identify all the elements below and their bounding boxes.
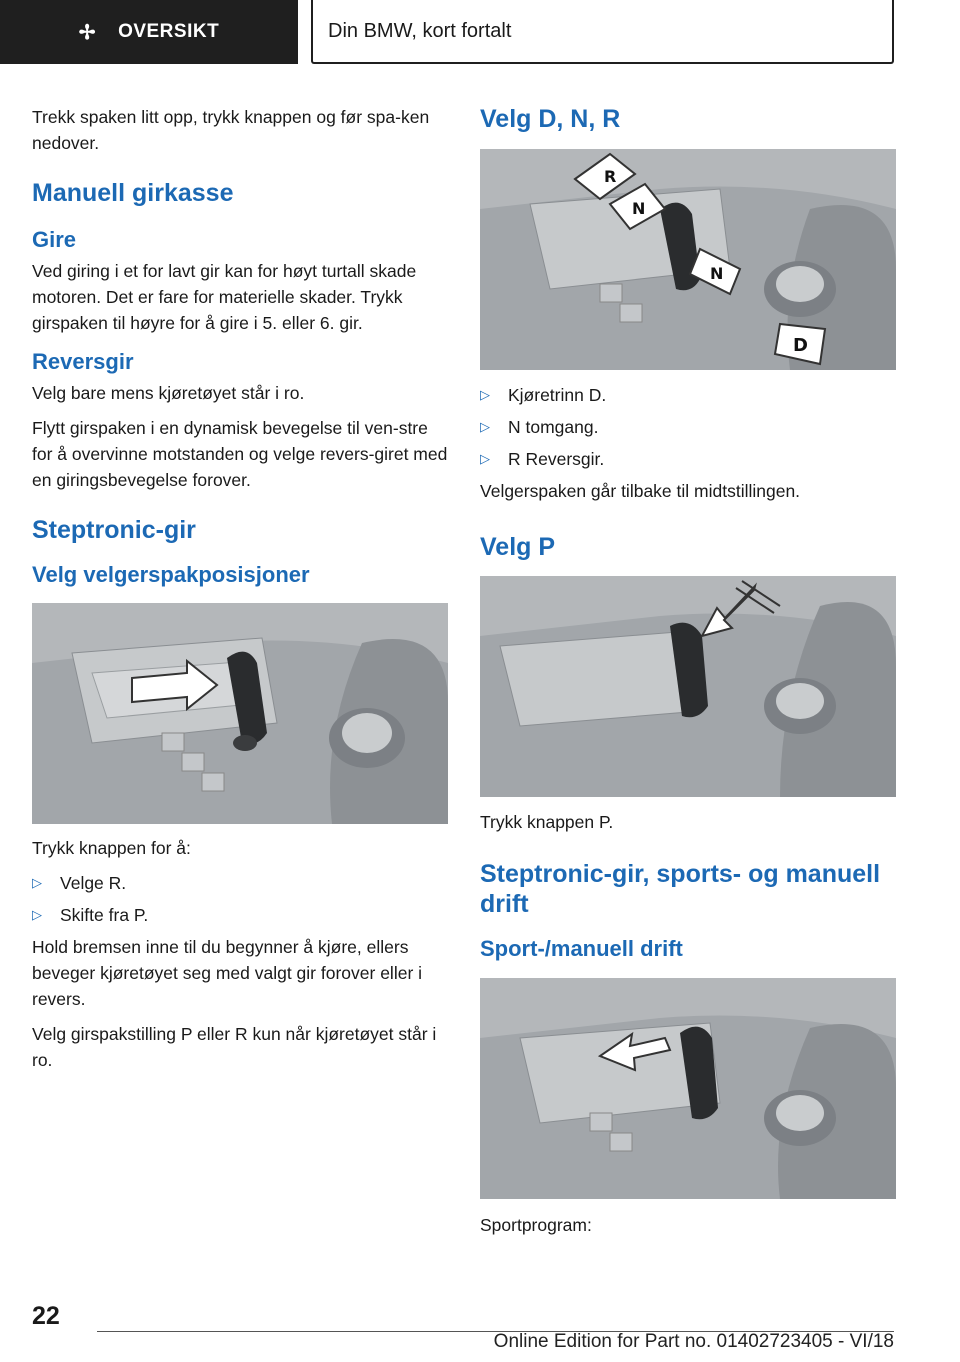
arrow-label: R (604, 167, 617, 186)
heading-velg-p: Velg P (480, 533, 556, 561)
press-p-text: Trykk knappen P. (480, 812, 614, 832)
triangle-bullet-icon: ▷ (480, 451, 490, 466)
revers-text-2: Flytt girspaken i en dynamisk bevegelse til ven-stre for å overvinne motstanden og velge revers-giret med en giringsbevegelse forover. (32, 418, 448, 490)
revers-text-1: Velg bare mens kjøretøyet står i ro. (32, 383, 305, 403)
gire-text: Ved giring i et for lavt gir kan for høyt turtall skade motoren. Det er fare for materielle skader. Trykk girspaken til høyre for å gire i 5. eller 6. gir. (32, 261, 417, 333)
chapter-title (311, 0, 894, 64)
heading-velg-posisjoner: Velg velgerspakposisjoner (32, 562, 310, 587)
list-item-text: Kjøretrinn D. (508, 385, 607, 405)
list-item-text: N tomgang. (508, 417, 599, 437)
list-item (480, 382, 896, 408)
after-image-text: Trykk knappen for å: (32, 838, 191, 858)
page-number: 22 (32, 1302, 60, 1330)
list-item-text: R Reversgir. (508, 449, 605, 469)
arrow-label: N (710, 264, 724, 283)
arrow-label: D (793, 335, 808, 356)
triangle-bullet-icon: ▷ (480, 419, 490, 434)
triangle-bullet-icon: ▷ (32, 875, 42, 890)
triangle-bullet-icon: ▷ (32, 907, 42, 922)
heading-velg-dnr: Velg D, N, R (480, 105, 621, 133)
list-item-text: Skifte fra P. (60, 905, 149, 925)
heading-reversgir: Reversgir (32, 349, 134, 374)
list-item (32, 870, 448, 896)
standstill-text: Velg girspakstilling P eller R kun når kjøretøyet står i ro. (32, 1024, 437, 1070)
arrow-label: N (632, 199, 646, 218)
list-item (480, 446, 896, 472)
list-item (480, 414, 896, 440)
gear-lever-photo-dnr (480, 149, 896, 370)
triangle-bullet-icon: ▷ (480, 387, 490, 402)
chapter-title-text: Din BMW, kort fortalt (328, 19, 512, 42)
right-column (480, 104, 896, 1247)
heading-steptronic: Steptronic-gir (32, 516, 196, 544)
return-text: Velgerspaken går tilbake til midtstillingen. (480, 481, 801, 501)
heading-sport-sub: Sport-/manuell drift (480, 936, 683, 961)
gear-lever-photo-button (32, 603, 448, 824)
heading-manual-gearbox: Manuell girkasse (32, 179, 234, 207)
list-item (32, 902, 448, 928)
gear-lever-photo-p (480, 576, 896, 797)
edition-footer: Online Edition for Part no. 01402723405 - VI/18 (493, 1331, 894, 1352)
gear-lever-photo-sport (480, 978, 896, 1199)
left-column (32, 104, 448, 1082)
sport-program-text: Sportprogram: (480, 1215, 592, 1235)
heading-gire: Gire (32, 227, 77, 252)
brake-text: Hold bremsen inne til du begynner å kjøre, ellers beveger kjøretøyet seg med valgt gir forover eller i revers. (32, 937, 423, 1009)
pin-icon: ✢ (78, 21, 97, 44)
list-item-text: Velge R. (60, 873, 127, 893)
heading-sport-manual: Steptronic-gir, sports- og manuell drift (480, 860, 881, 918)
intro-text: Trekk spaken litt opp, trykk knappen og før spa-ken nedover. (32, 107, 430, 153)
section-tab[interactable] (0, 0, 298, 64)
section-tab-label: OVERSIKT (118, 21, 220, 42)
